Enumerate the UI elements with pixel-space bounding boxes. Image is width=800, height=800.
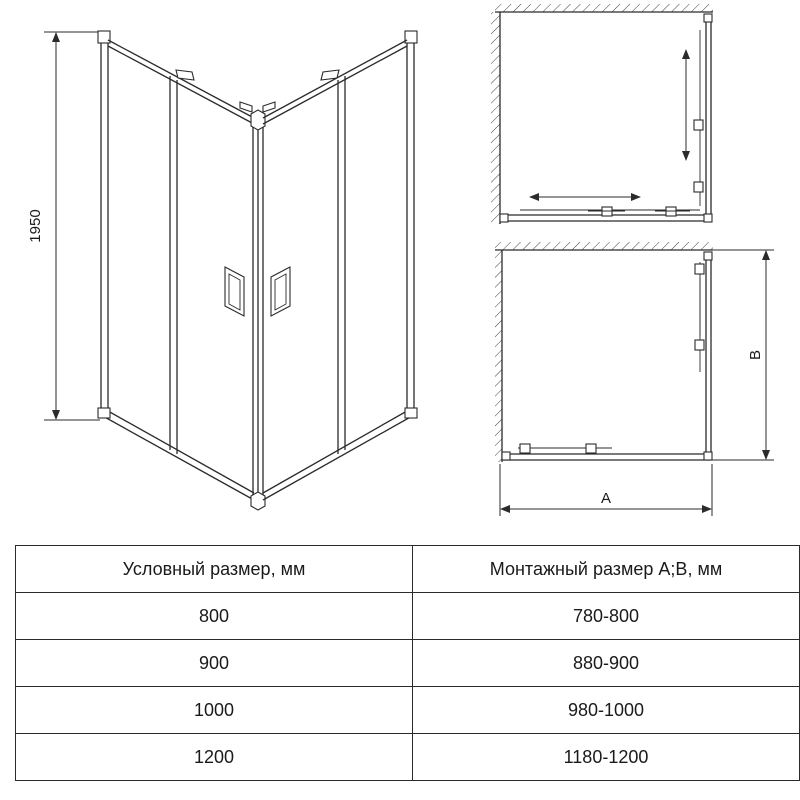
width-label: A [600,490,612,507]
table-header-row [16,546,800,593]
left-top-rollers [176,70,252,112]
plan-view-bottom [495,242,774,516]
mounting-size-cell: 980-1000 [413,687,800,734]
mounting-size-cell: 1180-1200 [413,734,800,781]
table-row [16,734,800,781]
left-panel [98,31,254,500]
width-dimension [500,464,712,516]
depth-dimension [712,250,774,460]
left-wall-hatch [495,250,502,462]
depth-label: B [747,349,764,361]
nominal-size-cell: 1000 [16,687,413,734]
table-row [16,593,800,640]
nominal-size-cell: 800 [16,593,413,640]
top-wall-hatch [495,4,713,12]
enclosure-perspective [98,31,417,510]
size-table [15,545,800,781]
mounting-size-cell: 880-900 [413,640,800,687]
table-row [16,640,800,687]
height-dimension [27,32,100,420]
left-door-handle [225,267,244,316]
header-nominal-size: Условный размер, мм [16,546,413,593]
rollers-bottom-plan [520,264,704,453]
right-panel [263,31,417,500]
top-wall-hatch [495,242,713,250]
right-top-rollers [263,70,339,112]
table-row [16,687,800,734]
height-label: 1950 [27,209,44,243]
mounting-size-cell: 780-800 [413,593,800,640]
nominal-size-cell: 900 [16,640,413,687]
right-door-handle [271,267,290,316]
header-mounting-size: Монтажный размер A;B, мм [413,546,800,593]
nominal-size-cell: 1200 [16,734,413,781]
corner-post [251,110,265,510]
plan-view-top [491,4,713,224]
left-wall-hatch [491,12,500,224]
